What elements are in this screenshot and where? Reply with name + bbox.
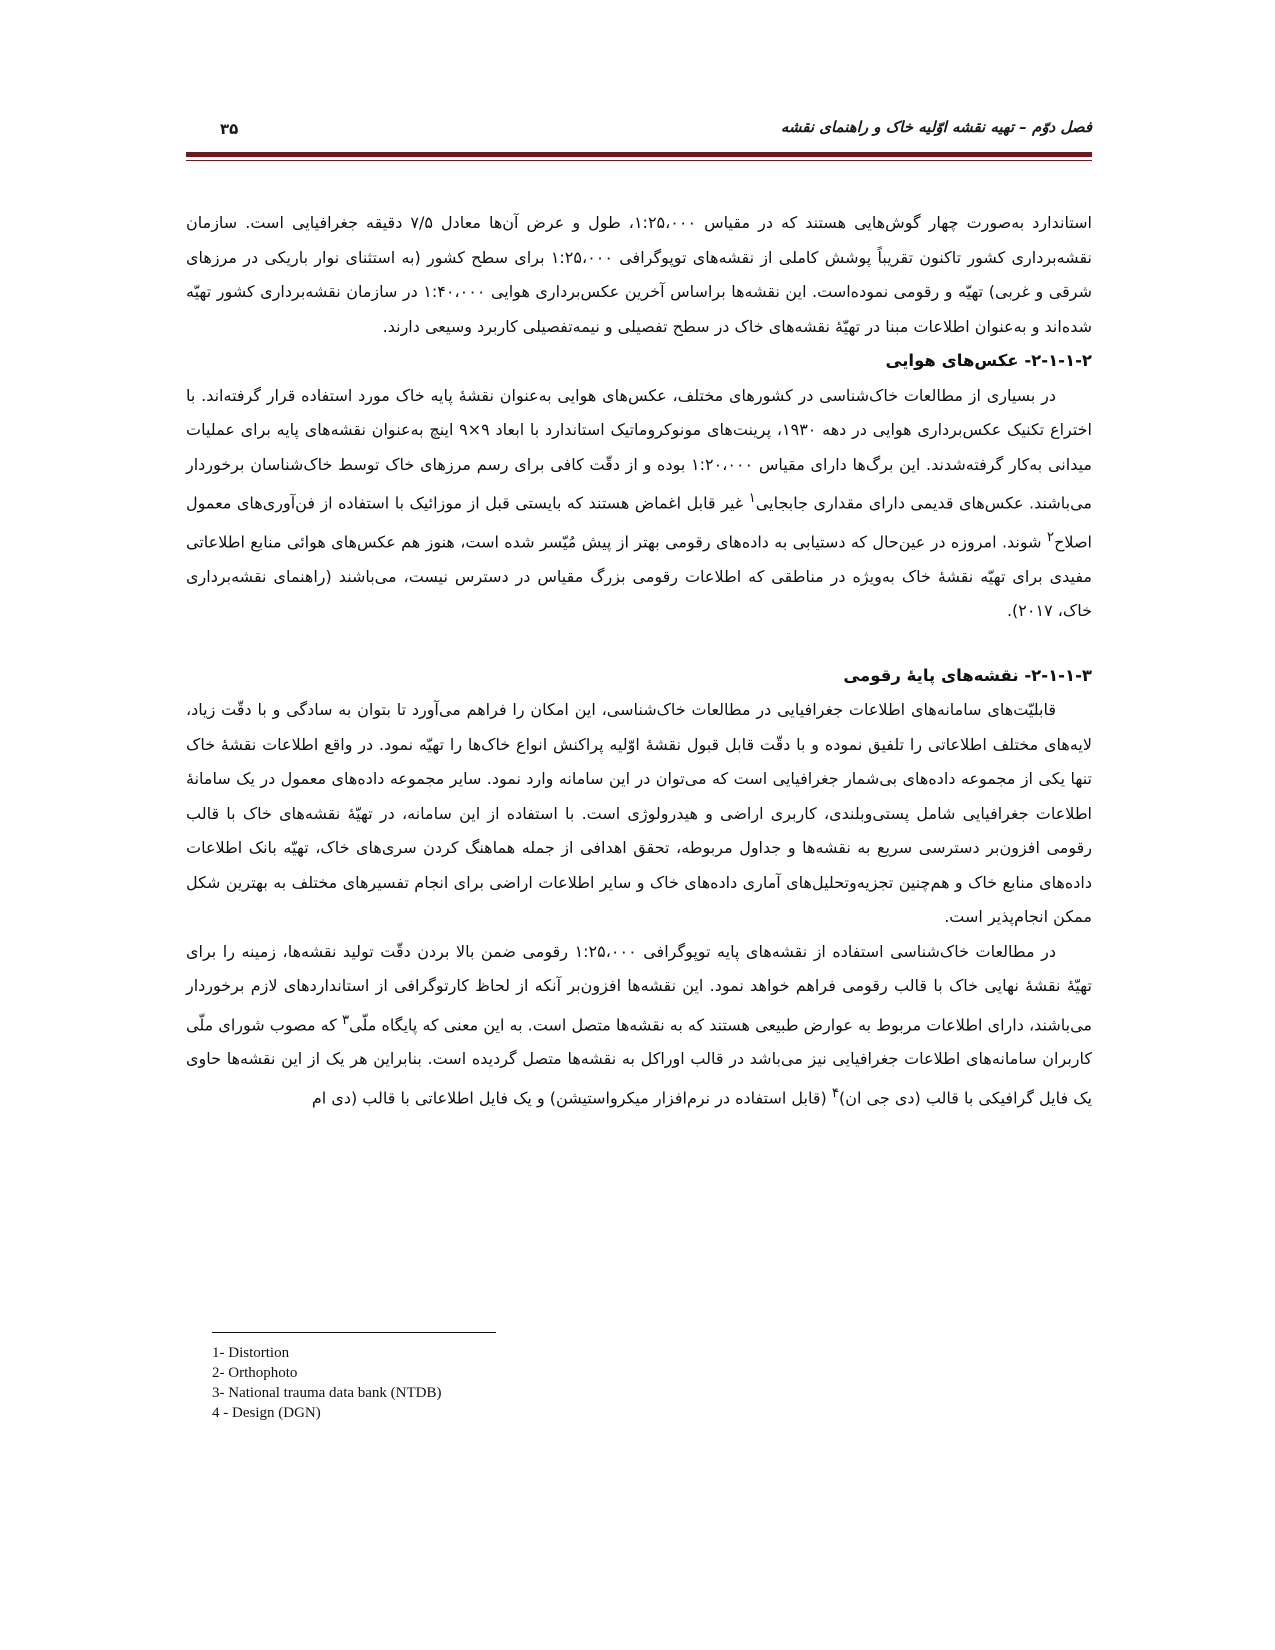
page-number: ۳۵ xyxy=(220,120,239,138)
body-paragraph-2 xyxy=(186,379,1092,629)
header-rule-thick xyxy=(186,152,1092,157)
footnote-4: 4 - Design (DGN) xyxy=(212,1405,321,1421)
footnote-ref-1: ۱ xyxy=(748,491,756,506)
footnote-ref-4: ۴ xyxy=(831,1085,839,1101)
footnote-2: 2- Orthophoto xyxy=(212,1365,298,1381)
paragraph-4-text-c: (قابل استفاده در نرم‌افزار میکرواستیشن) و یک فایل اطلاعاتی با قالب (دی ام xyxy=(311,1088,832,1108)
section-heading-digital-base-maps: ۲-۱-۱-۳- نقشه‌های پایهٔ رقومی xyxy=(843,665,1092,685)
page-body xyxy=(186,206,1092,1116)
paragraph-4-text-a: در مطالعات خاک‌شناسی استفاده از نقشه‌های پایه توپوگرافی ۱:۲۵،۰۰۰ رقومی ضمن بالا بردن دقّت تولید نقشه‌ها، زمینه را برای تهیّهٔ نقشهٔ نهایی خاک با قالب رقومی فراهم خواهد نمود. این نقشه‌ها افزون‌بر آنکه از لحاظ کارتوگرافی از استانداردهای لازم برخوردار می‌باشند، دارای اطلاعات مربوط به عوارض طبیعی هستند که به نقشه‌ها متصل است. به این معنی که پایگاه ملّی xyxy=(186,941,1092,1034)
chapter-title: فصل دوّم – تهیه نقشه اوّلیه خاک و راهنمای نقشه xyxy=(780,118,1092,136)
body-paragraph-1: استاندارد به‌صورت چهار گوش‌هایی هستند که در مقیاس ۱:۲۵،۰۰۰، طول و عرض آن‌ها معادل ۷/۵ دقیقه جغرافیایی است. سازمان نقشه‌برداری کشور تاکنون تقریباً پوشش کاملی از نقشه‌های توپوگرافی ۱:۲۵،۰۰۰ برای سطح کشور (به استثنای نوار باریکی در مرزهای شرقی و غربی) تهیّه و رقومی نموده‌است. این نقشه‌ها براساس آخرین عکس‌برداری هوایی ۱:۴۰،۰۰۰ در سازمان نقشه‌برداری کشور تهیّه شده‌اند و به‌عنوان اطلاعات مبنا در تهیّهٔ نقشه‌های خاک در سطح تفصیلی و نیمه‌تفصیلی کاربرد وسیعی دارند. xyxy=(186,213,1092,336)
body-paragraph-3: قابلیّت‌های سامانه‌های اطلاعات جغرافیایی در مطالعات خاک‌شناسی، این امکان را فراهم می‌آورد تا بتوان به سادگی و با دقّت زیاد، لایه‌های مختلف اطلاعاتی را تلفیق نموده و با دقّت قابل قبول نقشهٔ اوّلیه پراکنش انواع خاک‌ها را تهیّه نمود. در واقع اطلاعات نقشهٔ خاک تنها یکی از مجموعه داده‌های بی‌شمار جغرافیایی است که می‌توان در این سامانه وارد نمود. سایر مجموعه داده‌های معمول در یک سامانهٔ اطلاعات جغرافیایی شامل پستی‌وبلندی، کاربری اراضی و هیدرولوژی است. با استفاده از این سامانه، در تهیّهٔ نقشه‌های خاک با قالب رقومی افزون‌بر دسترسی سریع به نقشه‌ها و جداول مربوطه، تحقق اهدافی از جمله هماهنگ کردن سری‌های خاک، تهیّه بانک اطلاعات داده‌های منابع خاک و هم‌چنین تجزیه‌وتحلیل‌های آماری داده‌های خاک و سایر اطلاعات اراضی برای انجام تفسیرهای مختلف به بهترین شکل ممکن انجام‌پذیر است. xyxy=(186,700,1092,927)
section-heading-aerial-photos: ۲-۱-۱-۲- عکس‌های هوایی xyxy=(885,351,1092,370)
page-header xyxy=(186,118,1092,148)
footnote-ref-3: ۳ xyxy=(342,1012,350,1028)
paragraph-4-text-b: که مصوب شورای ملّی کاربران سامانه‌های اطلاعات جغرافیایی نیز می‌باشد در قالب اوراکل به نقشه‌ها متصل گردیده است. بنابراین هر یک از این نقشه‌ها حاوی یک فایل گرافیکی با قالب (دی جی ان) xyxy=(186,1014,1092,1108)
body-paragraph-4 xyxy=(186,935,1092,1116)
footnote-3: 3- National trauma data bank (NTDB) xyxy=(212,1385,442,1401)
paragraph-2-text-b: غیر قابل اغماض هستند که بایستی قبل از موزائیک با استفاده از فن‌آوری‌های معمول اصلاح xyxy=(186,493,1092,552)
header-rule-thin xyxy=(186,160,1092,161)
footnote-1: 1- Distortion xyxy=(212,1345,290,1361)
footnotes xyxy=(212,1343,632,1423)
footnote-separator xyxy=(212,1332,496,1333)
paragraph-2-text-c: شوند. امروزه در عین‌حال که دستیابی به داده‌های رقومی بهتر از پیش مُیّسر شده است، هنوز هم عکس‌های هوائی منابع اطلاعاتی مفیدی برای تهیّه نقشهٔ خاک به‌ویژه در مناطقی که اطلاعات رقومی بزرگ مقیاس در دسترس نیست، می‌باشند (راهنمای نقشه‌برداری خاک، ۲۰۱۷). xyxy=(186,532,1092,621)
section-gap xyxy=(186,629,1092,659)
footnote-ref-2: ۲ xyxy=(1046,529,1055,545)
paragraph-2-text-a: در بسیاری از مطالعات خاک‌شناسی در کشورهای مختلف، عکس‌های هوایی به‌عنوان نقشهٔ پایه خاک مورد استفاده قرار گرفته‌اند. با اختراع تکنیک عکس‌برداری هوایی در دهه ۱۹۳۰، پرینت‌های مونوکروماتیک استاندارد با ابعاد ۹×۹ اینچ به‌عنوان نقشه‌های پایه برای عملیات میدانی به‌کار گرفته‌شدند. این برگ‌ها دارای مقیاس ۱:۲۰،۰۰۰ بوده و از دقّت کافی برای رسم مرزهای خاک توسط خاک‌شناسان برخوردار می‌باشند. عکس‌های قدیمی دارای مقداری جابجایی xyxy=(186,385,1093,513)
